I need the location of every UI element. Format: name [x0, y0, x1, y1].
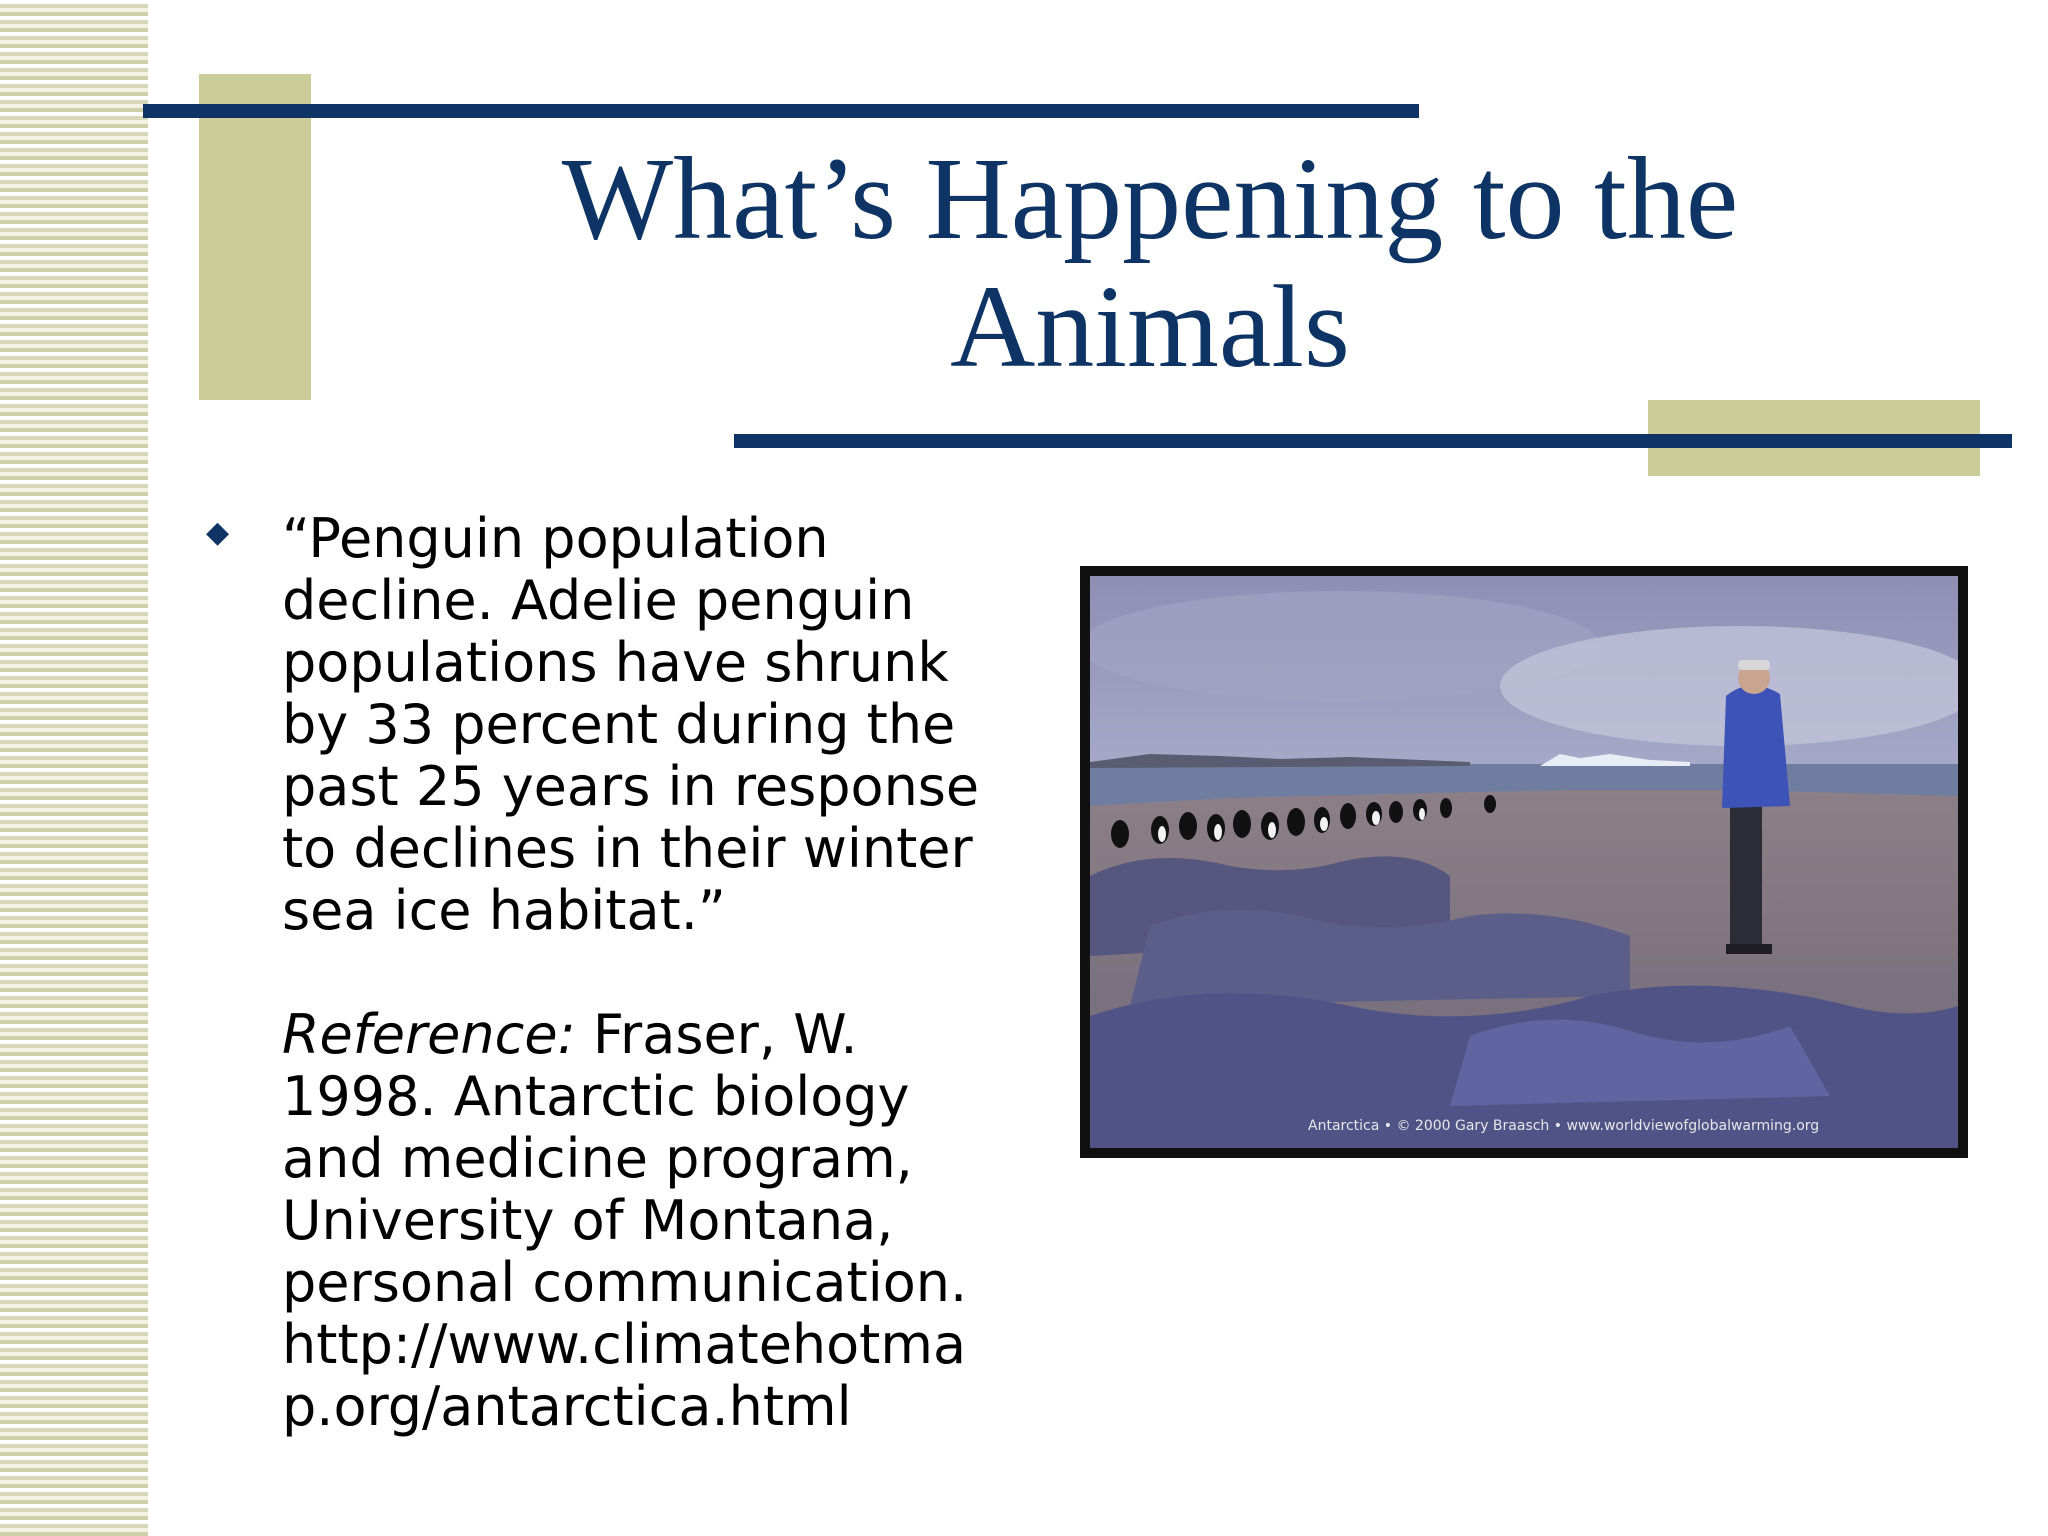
slide-title — [430, 135, 1870, 391]
reference-line: personal communication. — [282, 1251, 968, 1314]
quote-line: “Penguin population — [282, 507, 829, 570]
diamond-bullet-icon: ◆ — [206, 515, 230, 550]
quote-line: to declines in their winter — [282, 817, 973, 880]
bullet-body-text — [282, 508, 1072, 1438]
title-bottom-rule — [734, 434, 2012, 448]
penguin-colony-photo — [1080, 566, 1968, 1158]
reference-url-line: http://www.climatehotma — [282, 1313, 967, 1376]
title-olive-block-left — [199, 74, 311, 400]
quote-line: populations have shrunk — [282, 631, 949, 694]
reference-line: 1998. Antarctic biology — [282, 1065, 910, 1128]
reference-author: Fraser, W. — [575, 1003, 858, 1066]
reference-line: and medicine program, — [282, 1127, 913, 1190]
reference-url-line: p.org/antarctica.html — [282, 1375, 852, 1438]
quote-line: decline. Adelie penguin — [282, 569, 915, 632]
quote-line: by 33 percent during the — [282, 693, 956, 756]
reference-label: Reference: — [282, 1003, 576, 1066]
title-top-rule — [143, 104, 1419, 118]
title-line-1: What’s Happening to the — [561, 133, 1739, 264]
title-line-2: Animals — [950, 261, 1350, 392]
quote-line: past 25 years in response — [282, 755, 980, 818]
quote-line: sea ice habitat.” — [282, 879, 726, 942]
reference-line: University of Montana, — [282, 1189, 894, 1252]
reference-first-line — [282, 1004, 1072, 1066]
photo-caption: Antarctica • © 2000 Gary Braasch • www.worldviewofglobalwarming.org — [1308, 1118, 1820, 1134]
paragraph-gap — [282, 942, 1072, 1004]
photo-illustration — [1090, 576, 1958, 1148]
left-stripe-decoration — [0, 0, 148, 1536]
